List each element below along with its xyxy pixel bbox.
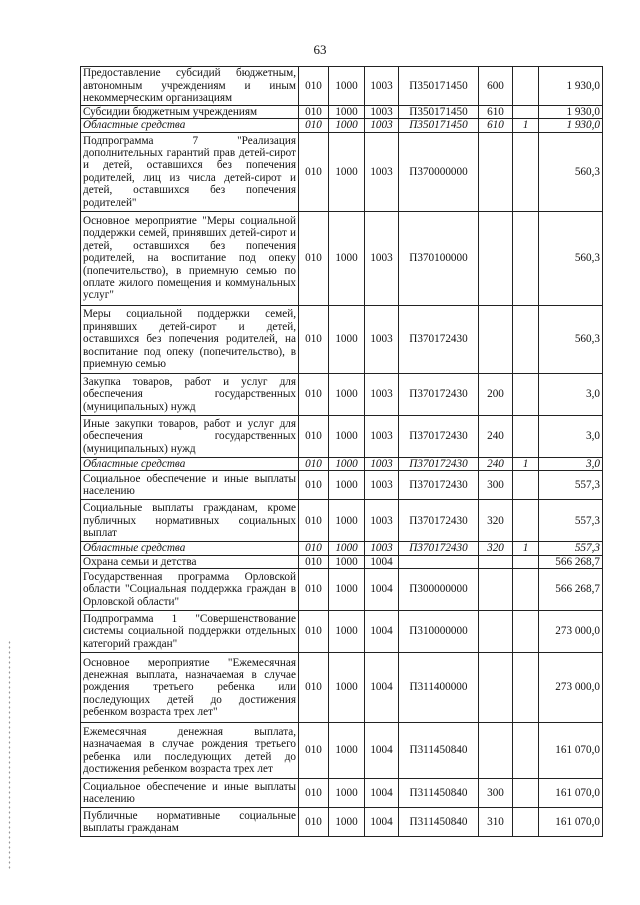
cell-sum: 557,3 bbox=[539, 542, 603, 555]
cell-expense-type: 610 bbox=[479, 106, 513, 119]
cell-subsection: 1003 bbox=[365, 119, 399, 132]
cell-source bbox=[513, 653, 539, 723]
cell-sum: 557,3 bbox=[539, 500, 603, 542]
margin-dots bbox=[8, 640, 11, 870]
table-row bbox=[81, 457, 603, 470]
cell-code: 010 bbox=[299, 373, 329, 415]
cell-section: 1000 bbox=[329, 500, 365, 542]
cell-sum: 3,0 bbox=[539, 373, 603, 415]
table-row bbox=[81, 415, 603, 457]
cell-source bbox=[513, 808, 539, 837]
table-row bbox=[81, 106, 603, 119]
cell-section: 1000 bbox=[329, 415, 365, 457]
cell-name: Социальное обеспечение и иные выплаты населению bbox=[81, 779, 299, 808]
cell-expense-type: 240 bbox=[479, 415, 513, 457]
table-row bbox=[81, 471, 603, 500]
cell-source bbox=[513, 67, 539, 106]
cell-name: Предоставление субсидий бюджетным, автономным учреждениям и иным некоммерческим организациям bbox=[81, 67, 299, 106]
cell-sum: 560,3 bbox=[539, 132, 603, 211]
cell-name: Закупка товаров, работ и услуг для обеспечения государственных (муниципальных) нужд bbox=[81, 373, 299, 415]
cell-subsection: 1004 bbox=[365, 808, 399, 837]
cell-target-article: П370172430 bbox=[399, 415, 479, 457]
cell-expense-type bbox=[479, 723, 513, 779]
table-row bbox=[81, 779, 603, 808]
cell-expense-type: 300 bbox=[479, 471, 513, 500]
table-row bbox=[81, 653, 603, 723]
table-row bbox=[81, 611, 603, 653]
cell-code: 010 bbox=[299, 569, 329, 611]
cell-subsection: 1004 bbox=[365, 653, 399, 723]
cell-target-article: П311450840 bbox=[399, 779, 479, 808]
table-row bbox=[81, 305, 603, 373]
page-number: 63 bbox=[313, 42, 327, 57]
cell-name: Областные средства bbox=[81, 542, 299, 555]
cell-subsection: 1004 bbox=[365, 555, 399, 568]
cell-target-article: П370172430 bbox=[399, 500, 479, 542]
cell-target-article: П311400000 bbox=[399, 653, 479, 723]
cell-section: 1000 bbox=[329, 723, 365, 779]
cell-expense-type: 610 bbox=[479, 119, 513, 132]
cell-expense-type: 310 bbox=[479, 808, 513, 837]
cell-target-article: П370172430 bbox=[399, 305, 479, 373]
cell-expense-type: 300 bbox=[479, 779, 513, 808]
cell-sum: 557,3 bbox=[539, 471, 603, 500]
cell-code: 010 bbox=[299, 119, 329, 132]
cell-subsection: 1003 bbox=[365, 106, 399, 119]
cell-code: 010 bbox=[299, 132, 329, 211]
cell-section: 1000 bbox=[329, 471, 365, 500]
cell-subsection: 1003 bbox=[365, 211, 399, 305]
cell-code: 010 bbox=[299, 611, 329, 653]
cell-target-article: П370100000 bbox=[399, 211, 479, 305]
cell-name: Областные средства bbox=[81, 119, 299, 132]
table-row bbox=[81, 373, 603, 415]
cell-code: 010 bbox=[299, 779, 329, 808]
cell-section: 1000 bbox=[329, 555, 365, 568]
cell-target-article: П300000000 bbox=[399, 569, 479, 611]
cell-section: 1000 bbox=[329, 808, 365, 837]
cell-section: 1000 bbox=[329, 373, 365, 415]
table-row bbox=[81, 808, 603, 837]
cell-subsection: 1003 bbox=[365, 67, 399, 106]
cell-subsection: 1004 bbox=[365, 723, 399, 779]
cell-sum: 566 268,7 bbox=[539, 555, 603, 568]
cell-target-article: П350171450 bbox=[399, 119, 479, 132]
cell-section: 1000 bbox=[329, 305, 365, 373]
table-row bbox=[81, 723, 603, 779]
cell-code: 010 bbox=[299, 555, 329, 568]
cell-subsection: 1004 bbox=[365, 611, 399, 653]
cell-name: Публичные нормативные социальные выплаты гражданам bbox=[81, 808, 299, 837]
cell-subsection: 1003 bbox=[365, 542, 399, 555]
cell-target-article: П311450840 bbox=[399, 808, 479, 837]
cell-sum: 273 000,0 bbox=[539, 653, 603, 723]
cell-expense-type bbox=[479, 305, 513, 373]
cell-source: 1 bbox=[513, 457, 539, 470]
cell-target-article bbox=[399, 555, 479, 568]
cell-section: 1000 bbox=[329, 67, 365, 106]
cell-subsection: 1003 bbox=[365, 500, 399, 542]
cell-source bbox=[513, 471, 539, 500]
cell-sum: 560,3 bbox=[539, 305, 603, 373]
cell-target-article: П370000000 bbox=[399, 132, 479, 211]
cell-name: Охрана семьи и детства bbox=[81, 555, 299, 568]
cell-name: Иные закупки товаров, работ и услуг для обеспечения государственных (муниципальных) нужд bbox=[81, 415, 299, 457]
cell-subsection: 1003 bbox=[365, 132, 399, 211]
cell-code: 010 bbox=[299, 500, 329, 542]
cell-sum: 161 070,0 bbox=[539, 723, 603, 779]
table-row bbox=[81, 67, 603, 106]
cell-code: 010 bbox=[299, 457, 329, 470]
cell-sum: 1 930,0 bbox=[539, 106, 603, 119]
cell-name: Подпрограмма 7 "Реализация дополнительных гарантий прав детей-сирот и детей, оставшихся без попечения родителей, лиц из числа детей-сирот и детей, оставшихся без попечения родителей" bbox=[81, 132, 299, 211]
cell-expense-type: 200 bbox=[479, 373, 513, 415]
cell-code: 010 bbox=[299, 106, 329, 119]
cell-code: 010 bbox=[299, 471, 329, 500]
table-row bbox=[81, 132, 603, 211]
cell-name: Подпрограмма 1 "Совершенствование системы социальной поддержки отдельных категорий граждан" bbox=[81, 611, 299, 653]
cell-section: 1000 bbox=[329, 106, 365, 119]
table-row bbox=[81, 500, 603, 542]
cell-section: 1000 bbox=[329, 457, 365, 470]
cell-source bbox=[513, 569, 539, 611]
cell-target-article: П350171450 bbox=[399, 67, 479, 106]
cell-code: 010 bbox=[299, 653, 329, 723]
cell-sum: 560,3 bbox=[539, 211, 603, 305]
cell-name: Субсидии бюджетным учреждениям bbox=[81, 106, 299, 119]
cell-source bbox=[513, 415, 539, 457]
cell-name: Социальное обеспечение и иные выплаты населению bbox=[81, 471, 299, 500]
cell-source bbox=[513, 106, 539, 119]
cell-section: 1000 bbox=[329, 653, 365, 723]
cell-target-article: П370172430 bbox=[399, 542, 479, 555]
cell-section: 1000 bbox=[329, 611, 365, 653]
cell-name: Государственная программа Орловской области "Социальная поддержка граждан в Орловской области" bbox=[81, 569, 299, 611]
cell-expense-type: 320 bbox=[479, 500, 513, 542]
cell-subsection: 1004 bbox=[365, 779, 399, 808]
table-row bbox=[81, 569, 603, 611]
cell-source bbox=[513, 500, 539, 542]
cell-code: 010 bbox=[299, 415, 329, 457]
table-row bbox=[81, 542, 603, 555]
cell-name: Основное мероприятие "Ежемесячная денежная выплата, назначаемая в случае рождения третьего ребенка или последующих детей до достижения ребенком возраста трех лет" bbox=[81, 653, 299, 723]
cell-source bbox=[513, 132, 539, 211]
cell-source bbox=[513, 779, 539, 808]
table-body bbox=[81, 67, 603, 837]
cell-source bbox=[513, 211, 539, 305]
cell-expense-type bbox=[479, 132, 513, 211]
cell-subsection: 1003 bbox=[365, 471, 399, 500]
cell-expense-type bbox=[479, 653, 513, 723]
table-row bbox=[81, 119, 603, 132]
cell-sum: 1 930,0 bbox=[539, 119, 603, 132]
cell-expense-type: 600 bbox=[479, 67, 513, 106]
cell-sum: 3,0 bbox=[539, 457, 603, 470]
cell-name: Социальные выплаты гражданам, кроме публичных нормативных социальных выплат bbox=[81, 500, 299, 542]
cell-section: 1000 bbox=[329, 211, 365, 305]
cell-name: Основное мероприятие "Меры социальной поддержки семей, принявших детей-сирот и детей, оставшихся без попечения родителей, на воспитание под опеку (попечительство), в приемную семью по оплате жилого помещения и коммунальных услуг" bbox=[81, 211, 299, 305]
table-row bbox=[81, 211, 603, 305]
cell-section: 1000 bbox=[329, 569, 365, 611]
cell-expense-type bbox=[479, 211, 513, 305]
cell-code: 010 bbox=[299, 542, 329, 555]
cell-target-article: П370172430 bbox=[399, 471, 479, 500]
cell-target-article: П310000000 bbox=[399, 611, 479, 653]
cell-name: Меры социальной поддержки семей, принявших детей-сирот и детей, оставшихся без попечения родителей, на воспитание под опеку (попечительство), в приемную семью bbox=[81, 305, 299, 373]
cell-code: 010 bbox=[299, 305, 329, 373]
cell-subsection: 1004 bbox=[365, 569, 399, 611]
cell-source bbox=[513, 723, 539, 779]
cell-expense-type: 320 bbox=[479, 542, 513, 555]
cell-expense-type bbox=[479, 569, 513, 611]
cell-source bbox=[513, 305, 539, 373]
cell-code: 010 bbox=[299, 67, 329, 106]
cell-section: 1000 bbox=[329, 132, 365, 211]
cell-code: 010 bbox=[299, 211, 329, 305]
table-row bbox=[81, 555, 603, 568]
cell-source bbox=[513, 611, 539, 653]
cell-expense-type: 240 bbox=[479, 457, 513, 470]
cell-subsection: 1003 bbox=[365, 305, 399, 373]
cell-subsection: 1003 bbox=[365, 415, 399, 457]
cell-code: 010 bbox=[299, 723, 329, 779]
cell-code: 010 bbox=[299, 808, 329, 837]
cell-target-article: П370172430 bbox=[399, 373, 479, 415]
cell-target-article: П311450840 bbox=[399, 723, 479, 779]
cell-target-article: П370172430 bbox=[399, 457, 479, 470]
cell-subsection: 1003 bbox=[365, 373, 399, 415]
budget-table bbox=[80, 66, 603, 837]
cell-section: 1000 bbox=[329, 779, 365, 808]
cell-sum: 566 268,7 bbox=[539, 569, 603, 611]
cell-expense-type bbox=[479, 555, 513, 568]
cell-sum: 273 000,0 bbox=[539, 611, 603, 653]
cell-sum: 1 930,0 bbox=[539, 67, 603, 106]
cell-sum: 161 070,0 bbox=[539, 779, 603, 808]
cell-name: Ежемесячная денежная выплата, назначаемая в случае рождения третьего ребенка или последующих детей до достижения ребенком возраста трех лет bbox=[81, 723, 299, 779]
cell-source: 1 bbox=[513, 119, 539, 132]
cell-sum: 3,0 bbox=[539, 415, 603, 457]
cell-subsection: 1003 bbox=[365, 457, 399, 470]
cell-section: 1000 bbox=[329, 119, 365, 132]
cell-section: 1000 bbox=[329, 542, 365, 555]
cell-source: 1 bbox=[513, 542, 539, 555]
cell-source bbox=[513, 373, 539, 415]
cell-source bbox=[513, 555, 539, 568]
cell-name: Областные средства bbox=[81, 457, 299, 470]
cell-expense-type bbox=[479, 611, 513, 653]
cell-sum: 161 070,0 bbox=[539, 808, 603, 837]
cell-target-article: П350171450 bbox=[399, 106, 479, 119]
